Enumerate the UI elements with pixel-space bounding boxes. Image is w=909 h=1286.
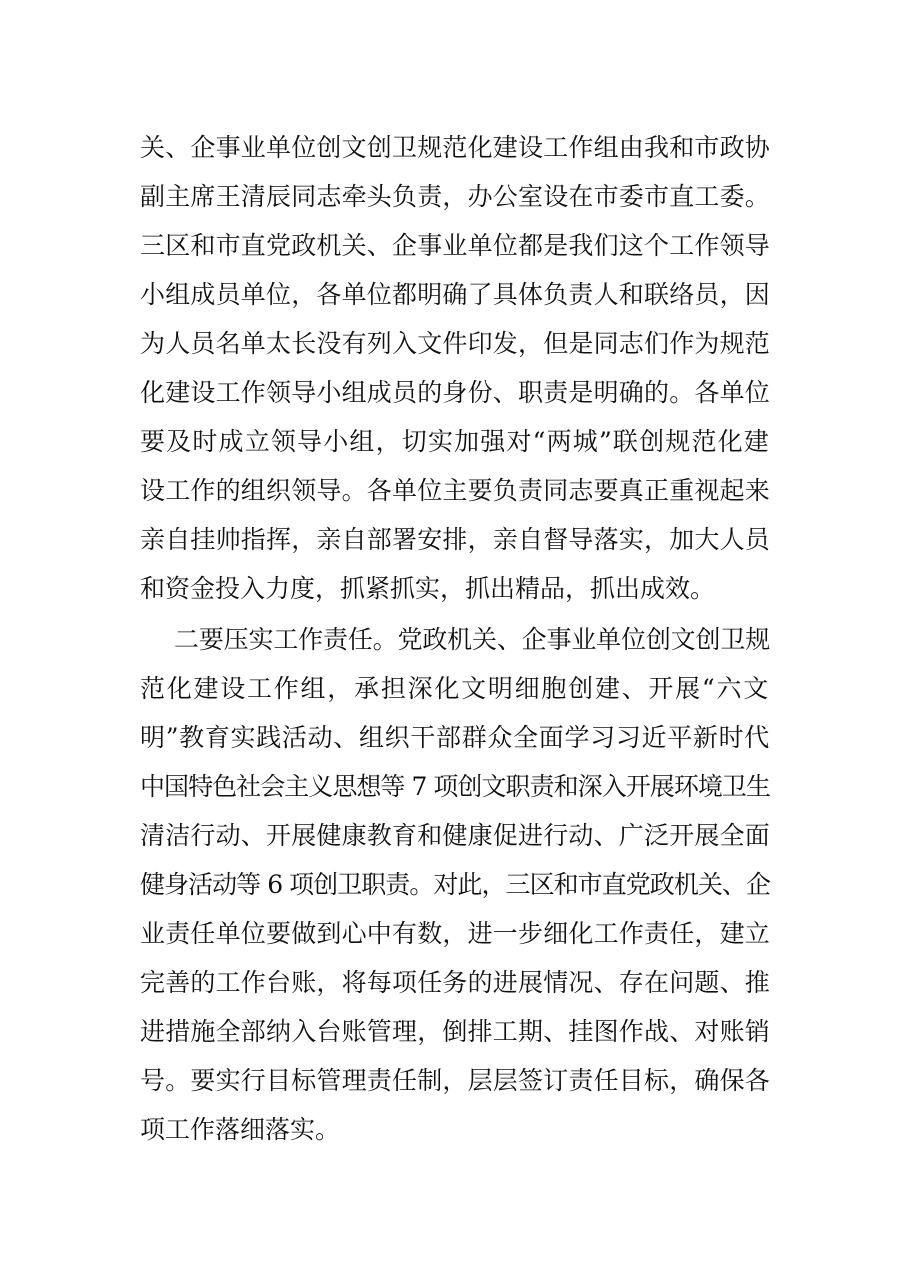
text-line-content: 设工作的组织领导。各单位主要负责同志要真正重视起来 bbox=[140, 476, 770, 505]
text-line-content: 副主席王清辰同志牵头负责，办公室设在市委市直工委。 bbox=[140, 182, 770, 211]
text-line bbox=[0, 764, 909, 810]
text-line-content: 二要压实工作责任。党政机关、企事业单位创文创卫规 bbox=[174, 625, 770, 654]
text-line-content: 三区和市直党政机关、企事业单位都是我们这个工作领导 bbox=[140, 231, 770, 260]
text-line-content: 清洁行动、开展健康教育和健康促进行动、广泛开展全面 bbox=[140, 821, 770, 850]
text-line bbox=[0, 617, 909, 663]
text-line-content: 中国特色社会主义思想等 7 项创文职责和深入开展环境卫生 bbox=[140, 772, 770, 801]
text-line bbox=[0, 321, 909, 367]
text-line-content: 亲自挂帅指挥，亲自部署安排，亲自督导落实，加大人员 bbox=[140, 525, 770, 554]
text-line-content: 健身活动等 6 项创卫职责。对此，三区和市直党政机关、企 bbox=[140, 870, 770, 899]
text-line-content: 项工作落细落实。 bbox=[140, 1115, 341, 1144]
text-line bbox=[0, 125, 909, 171]
text-line bbox=[0, 715, 909, 761]
text-line-content: 进措施全部纳入台账管理，倒排工期、挂图作战、对账销 bbox=[140, 1017, 770, 1046]
text-line bbox=[0, 862, 909, 908]
text-line-content: 化建设工作领导小组成员的身份、职责是明确的。各单位 bbox=[140, 378, 770, 407]
text-line bbox=[0, 223, 909, 269]
text-line-content: 关、企事业单位创文创卫规范化建设工作组由我和市政协 bbox=[140, 133, 770, 162]
text-line bbox=[0, 370, 909, 416]
text-line-content: 完善的工作台账，将每项任务的进展情况、存在问题、推 bbox=[140, 968, 770, 997]
text-line bbox=[0, 1058, 909, 1104]
text-line-content: 和资金投入力度，抓紧抓实，抓出精品，抓出成效。 bbox=[140, 574, 716, 603]
text-line-content: 小组成员单位，各单位都明确了具体负责人和联络员，因 bbox=[140, 280, 770, 309]
text-line-content: 号。要实行目标管理责任制，层层签订责任目标，确保各 bbox=[140, 1066, 770, 1095]
text-line bbox=[0, 468, 909, 514]
text-line-content: 要及时成立领导小组，切实加强对“两城”联创规范化建 bbox=[140, 427, 770, 456]
text-line bbox=[0, 272, 909, 318]
text-line bbox=[0, 566, 909, 612]
text-line bbox=[0, 1107, 909, 1153]
text-line-content: 明”教育实践活动、组织干部群众全面学习习近平新时代 bbox=[140, 723, 770, 752]
text-line bbox=[0, 911, 909, 957]
text-line bbox=[0, 813, 909, 859]
text-line-content: 业责任单位要做到心中有数，进一步细化工作责任，建立 bbox=[140, 919, 770, 948]
text-line bbox=[0, 174, 909, 220]
text-line bbox=[0, 960, 909, 1006]
text-line-content: 为人员名单太长没有列入文件印发，但是同志们作为规范 bbox=[140, 329, 770, 358]
text-line-content: 范化建设工作组，承担深化文明细胞创建、开展“六文 bbox=[140, 674, 770, 703]
text-line bbox=[0, 1009, 909, 1055]
text-line bbox=[0, 666, 909, 712]
text-line bbox=[0, 419, 909, 465]
text-line bbox=[0, 517, 909, 563]
